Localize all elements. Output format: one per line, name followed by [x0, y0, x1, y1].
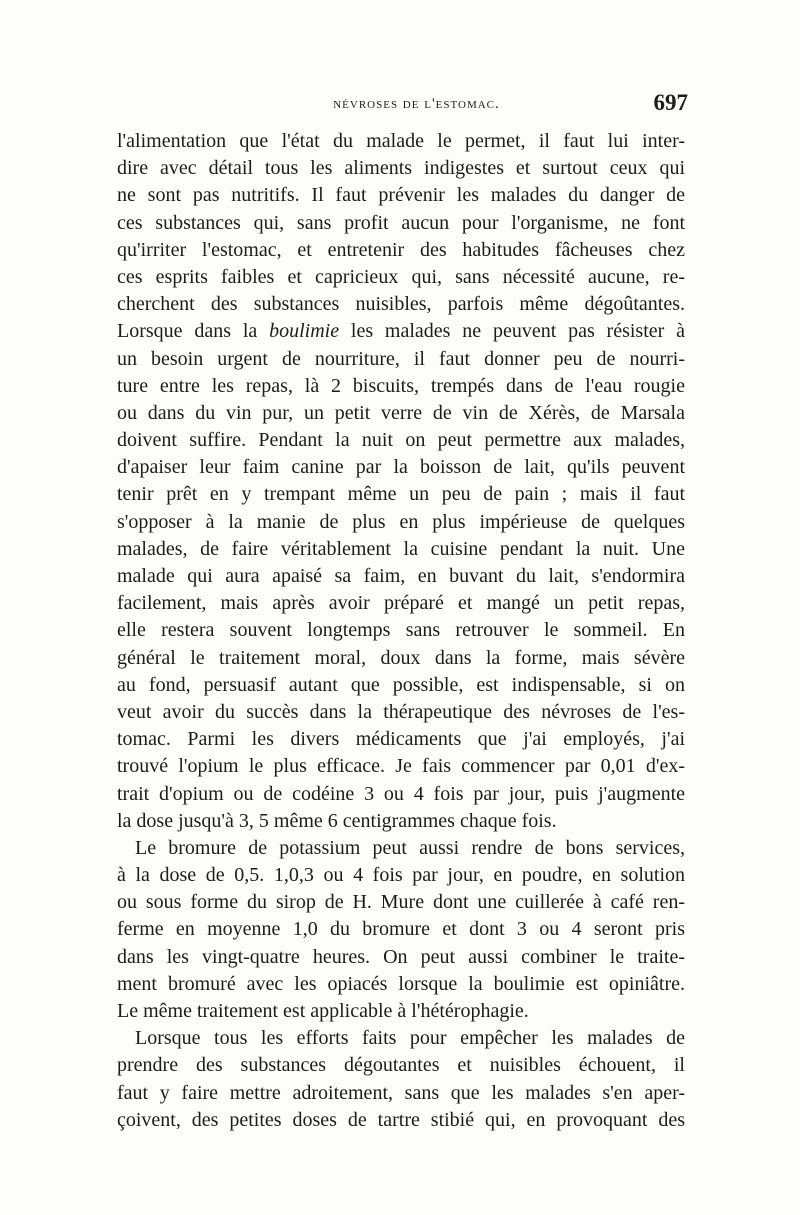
text-line: elle restera souvent longtemps sans retrouver le sommeil. En — [117, 619, 685, 642]
text-line: dire avec détail tous les aliments indigestes et surtout ceux qui — [117, 157, 685, 180]
text-line: faut y faire mettre adroitement, sans que les malades s'en aper- — [117, 1081, 685, 1104]
running-title: névroses de l'estomac. — [333, 96, 500, 112]
running-head — [115, 90, 688, 124]
text-line — [117, 318, 685, 345]
text-line: doivent suffire. Pendant la nuit on peut permettre aux malades, — [117, 429, 685, 452]
text-line: Le bromure de potassium peut aussi rendre de bons services, — [135, 836, 685, 859]
text-line: ment bromuré avec les opiacés lorsque la boulimie est opiniâtre. — [117, 972, 685, 995]
body-text — [117, 128, 685, 1134]
text-line: malade qui aura apaisé sa faim, en buvant du lait, s'endormira — [117, 565, 685, 587]
text-line: au fond, persuasif autant que possible, est indispensable, si on — [117, 673, 685, 696]
text-line: facilement, mais après avoir préparé et mangé un petit repas, — [117, 592, 685, 615]
text-line: s'opposer à la manie de plus en plus impérieuse de quelques — [117, 510, 685, 533]
text-line: trouvé l'opium le plus efficace. Je fais commencer par 0,01 d'ex- — [117, 755, 685, 778]
text-line: ou sous forme du sirop de H. Mure dont une cuillerée à café ren- — [117, 891, 685, 914]
text-line: qu'irriter l'estomac, et entretenir des habitudes fâcheuses chez — [117, 238, 685, 261]
text-line: un besoin urgent de nourriture, il faut donner peu de nourri- — [117, 347, 685, 370]
text-line: veut avoir du succès dans la thérapeutique des névroses de l'es- — [117, 700, 685, 723]
text-line: l'alimentation que l'état du malade le permet, il faut lui inter- — [117, 130, 685, 152]
text-line: ces substances qui, sans profit aucun pour l'organisme, ne font — [117, 211, 685, 234]
text-line: prendre des substances dégoutantes et nuisibles échouent, il — [117, 1054, 685, 1077]
text-line: trait d'opium ou de codéine 3 ou 4 fois par jour, puis j'augmente — [117, 782, 685, 805]
text-line: la dose jusqu'à 3, 5 même 6 centigrammes chaque fois. — [117, 809, 557, 832]
text-line: cherchent des substances nuisibles, parfois même dégoûtantes. — [117, 293, 685, 316]
page-number: 697 — [653, 90, 688, 115]
text-line: ture entre les repas, là 2 biscuits, trempés dans de l'eau rougie — [117, 374, 685, 397]
text-line: général le traitement moral, doux dans la forme, mais sévère — [117, 646, 685, 669]
text-segment: les malades ne peuvent pas résister à — [339, 320, 685, 343]
text-line: malades, de faire véritablement la cuisine pendant la nuit. Une — [117, 537, 685, 560]
text-line: tenir prêt en y trempant même un peu de pain ; mais il faut — [117, 483, 685, 506]
text-line: ou dans du vin pur, un petit verre de vin de Xérès, de Marsala — [117, 401, 685, 424]
italic-term: boulimie — [269, 320, 340, 343]
text-line: çoivent, des petites doses de tartre stibié qui, en provoquant des — [117, 1108, 685, 1131]
text-line: Lorsque tous les efforts faits pour empêcher les malades de — [135, 1027, 685, 1050]
text-line: ne sont pas nutritifs. Il faut prévenir les malades du danger de — [117, 184, 685, 207]
text-line: d'apaiser leur faim canine par la boisson de lait, qu'ils peuvent — [117, 456, 685, 479]
text-line: Le même traitement est applicable à l'hétérophagie. — [117, 1000, 529, 1022]
text-line: ferme en moyenne 1,0 du bromure et dont 3 ou 4 seront pris — [117, 918, 685, 941]
text-line: ces esprits faibles et capricieux qui, sans nécessité aucune, re- — [117, 265, 685, 288]
text-line: dans les vingt-quatre heures. On peut aussi combiner le traite- — [117, 945, 685, 968]
text-line: tomac. Parmi les divers médicaments que j'ai employés, j'ai — [117, 728, 685, 751]
text-line: à la dose de 0,5. 1,0,3 ou 4 fois par jour, en poudre, en solution — [117, 864, 685, 887]
text-segment: Lorsque dans la — [117, 320, 270, 343]
